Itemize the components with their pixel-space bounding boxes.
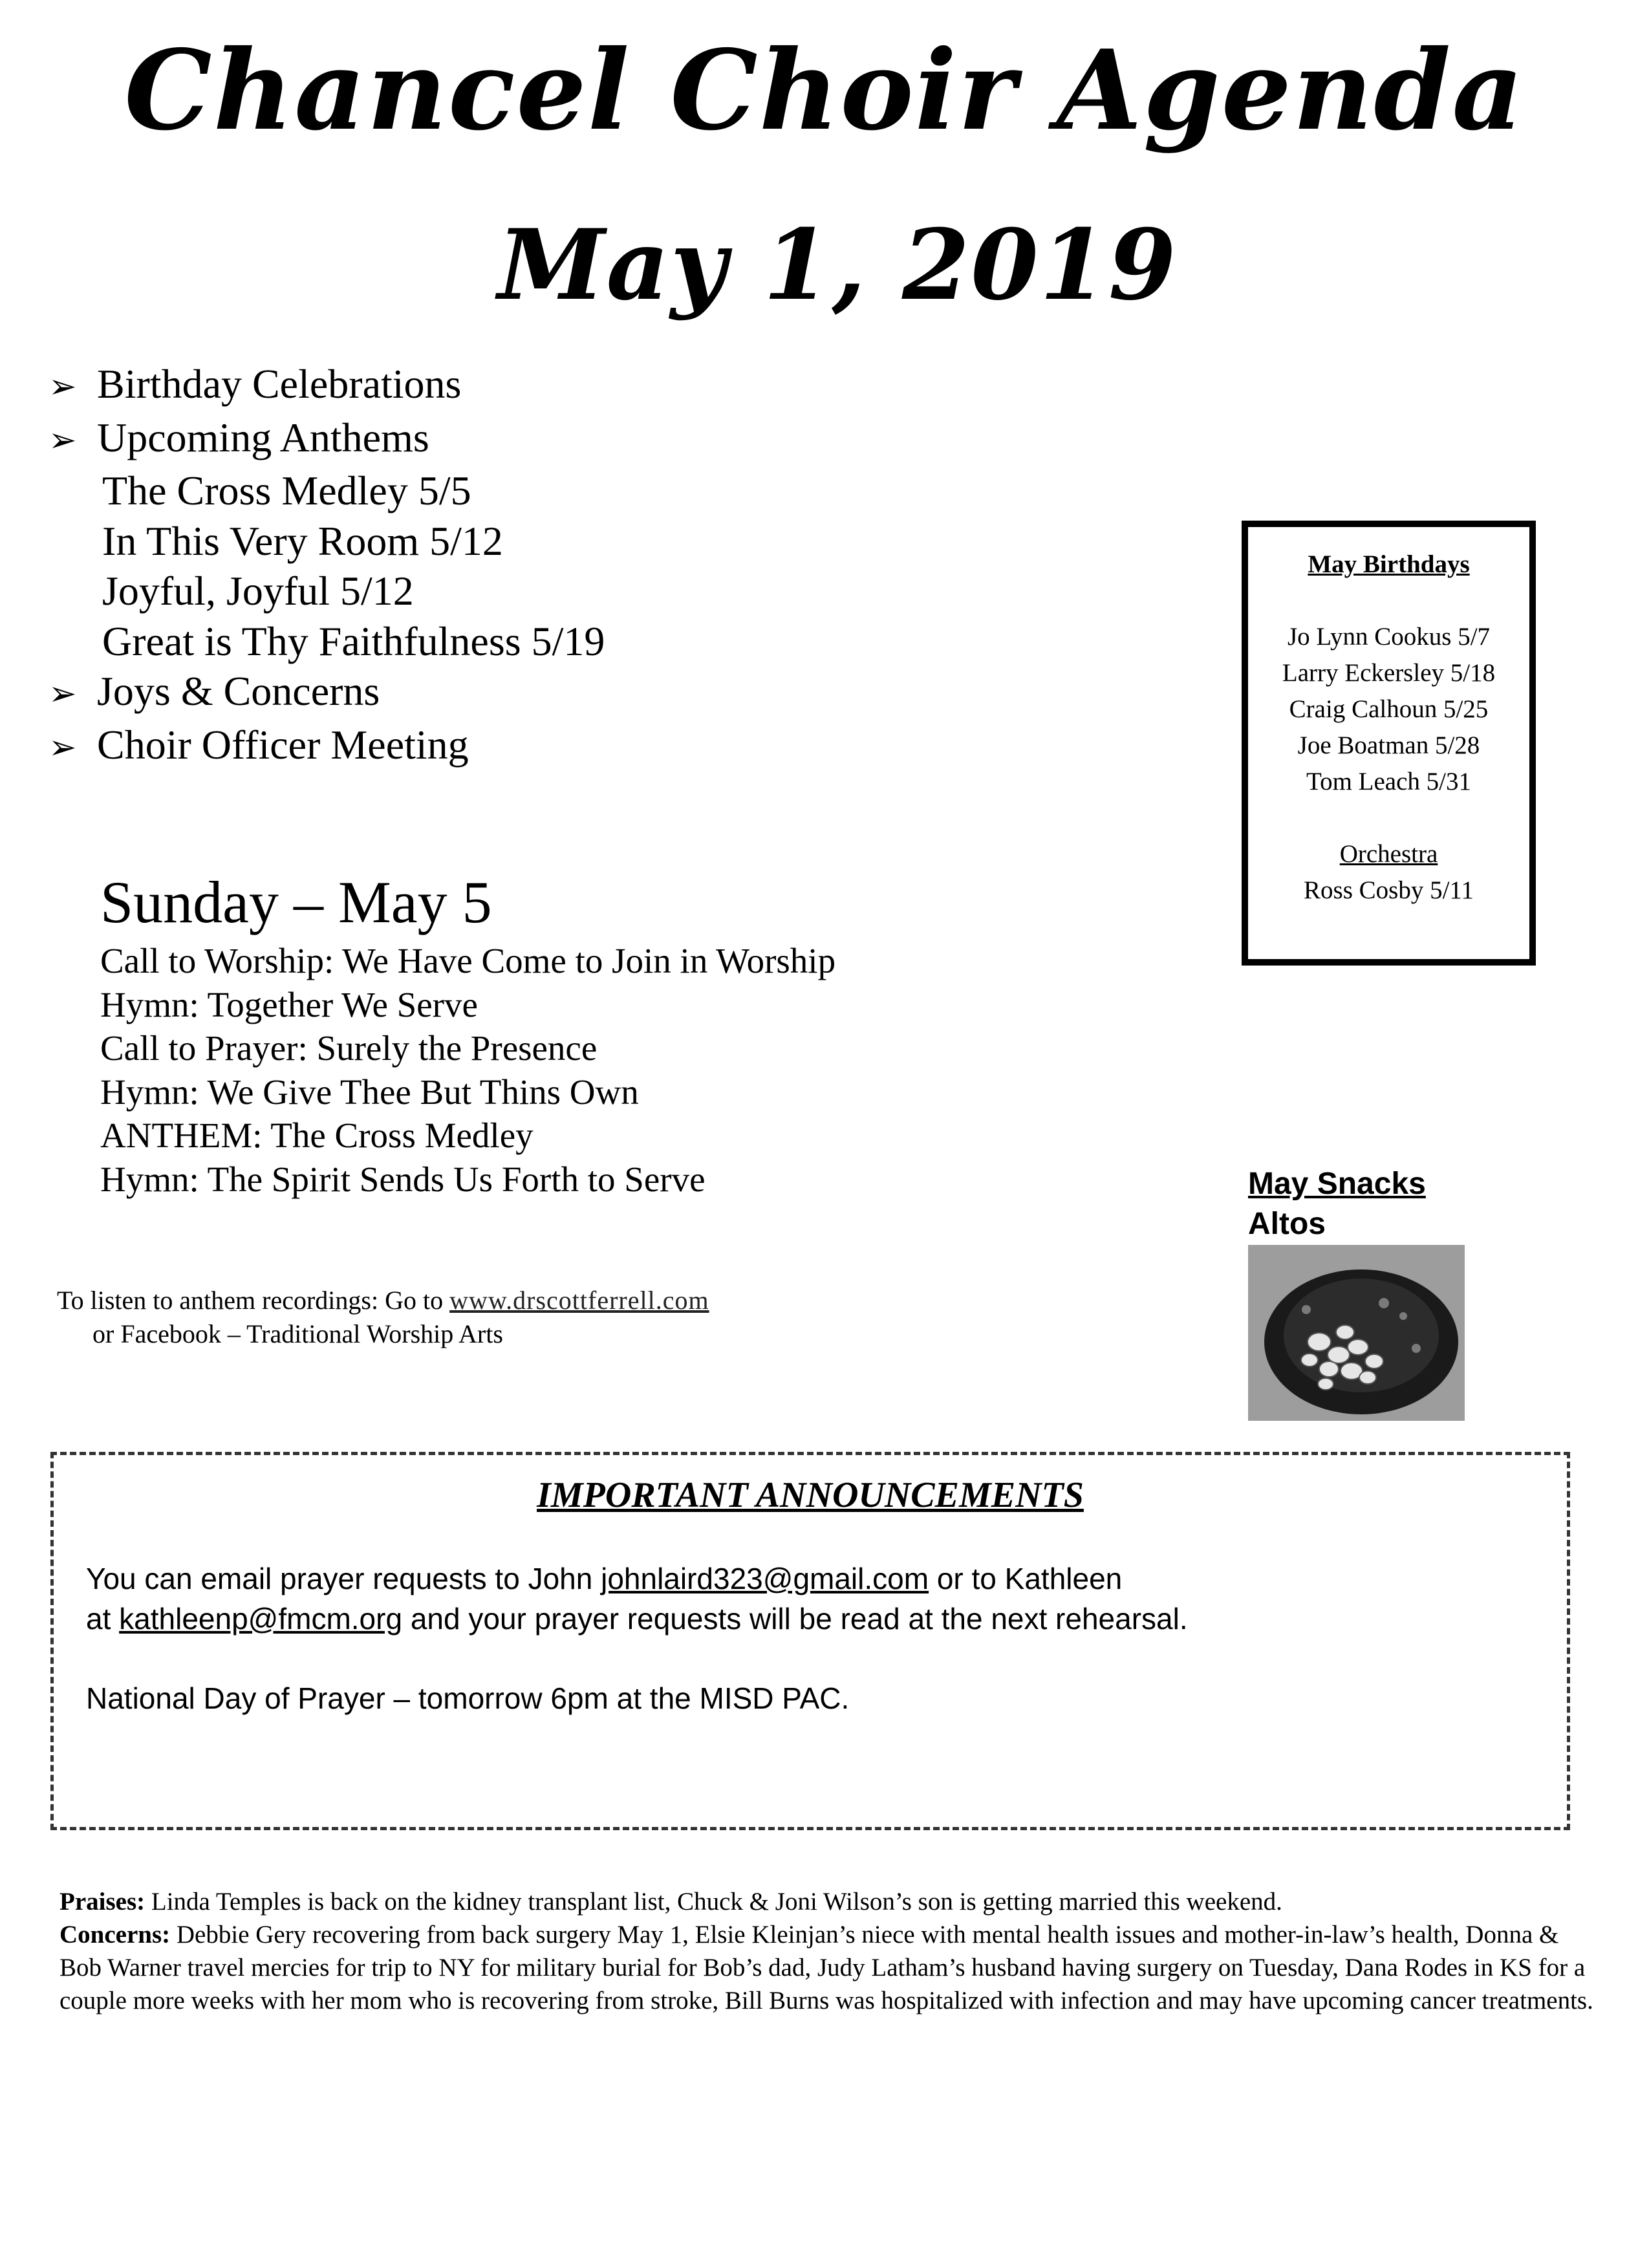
birthday-entry: Ross Cosby 5/11 [1304, 876, 1474, 904]
praises-label: Praises: [59, 1888, 146, 1916]
snacks-section [1248, 1164, 1426, 1244]
agenda-item: ➢ Upcoming Anthems [48, 414, 429, 460]
birthdays-heading: May Birthdays [1308, 550, 1470, 578]
page-title: Chancel Choir Agenda [124, 26, 1525, 155]
prayer-request-note: You can email prayer requests to John johnlaird323@gmail.com or to Kathleen at kathleenp@fmcm.org and your prayer requests will be read at the next rehearsal. [86, 1562, 1188, 1636]
email-link-kathleen[interactable]: kathleenp@fmcm.org [119, 1602, 403, 1636]
snack-bowl-icon [1248, 1245, 1465, 1421]
birthday-entry: Tom Leach 5/31 [1306, 768, 1472, 795]
praises-concerns [59, 1885, 1599, 2017]
service-item: Call to Worship: We Have Come to Join in Worship [100, 941, 836, 980]
praises-paragraph: Praises: Linda Temples is back on the kidney transplant list, Chuck & Joni Wilson’s son is getting married this weekend. [59, 1888, 1282, 1916]
service-item: Call to Prayer: Surely the Presence [100, 1028, 598, 1068]
page-date: May 1, 2019 [497, 208, 1178, 322]
birthday-entry: Jo Lynn Cookus 5/7 [1287, 623, 1491, 651]
service-item: ANTHEM: The Cross Medley [100, 1116, 534, 1155]
sunday-service-list [100, 939, 835, 1201]
birthday-entry: Craig Calhoun 5/25 [1289, 695, 1489, 723]
announcements-heading: IMPORTANT ANNOUNCEMENTS [537, 1475, 1084, 1515]
agenda-item: ➢ Choir Officer Meeting [48, 721, 469, 768]
listen-note: To listen to anthem recordings: Go to www.drscottferrell.com or Facebook – Traditional Worship Arts [57, 1286, 709, 1348]
agenda-item: ➢ Joys & Concerns [48, 668, 380, 714]
anthem-item: Joyful, Joyful 5/12 [102, 568, 414, 614]
service-item: Hymn: Together We Serve [100, 984, 478, 1024]
orchestra-heading: Orchestra [1339, 840, 1438, 868]
agenda-item: ➢ Birthday Celebrations [48, 361, 462, 407]
snacks-heading: May Snacks [1248, 1167, 1426, 1201]
anthem-item: The Cross Medley 5/5 [102, 468, 471, 513]
agenda-list [48, 359, 605, 773]
concerns-paragraph: Concerns: Debbie Gery recovering from back surgery May 1, Elsie Kleinjan’s niece with mental health issues and mother-in-law’s health, Donna & Bob Warner travel mercies for trip to NY for military burial for Bob’s dad, Judy Latham’s husband having surgery on Tuesday, Dana Rodes in KS for a couple more weeks with her mom who is recovering from stroke, Bill Burns was hospitalized with infection and may have upcoming cancer treatments. [59, 1921, 1593, 2014]
service-item: Hymn: We Give Thee But Thins Own [100, 1072, 639, 1112]
recordings-link[interactable]: www.drscottferrell.com [449, 1286, 709, 1315]
anthem-item: Great is Thy Faithfulness 5/19 [102, 618, 605, 664]
announcements-box [50, 1452, 1570, 1830]
birthday-entry: Larry Eckersley 5/18 [1282, 659, 1496, 687]
birthdays-box [1242, 521, 1536, 966]
birthday-entry: Joe Boatman 5/28 [1297, 731, 1480, 759]
concerns-label: Concerns: [59, 1921, 171, 1949]
service-item: Hymn: The Spirit Sends Us Forth to Serve [100, 1159, 706, 1199]
email-link-john[interactable]: johnlaird323@gmail.com [601, 1562, 929, 1595]
anthem-item: In This Very Room 5/12 [102, 517, 503, 564]
sunday-heading: Sunday – May 5 [100, 869, 492, 935]
day-of-prayer-note: National Day of Prayer – tomorrow 6pm at the MISD PAC. [86, 1681, 850, 1715]
snacks-group: Altos [1248, 1207, 1326, 1241]
